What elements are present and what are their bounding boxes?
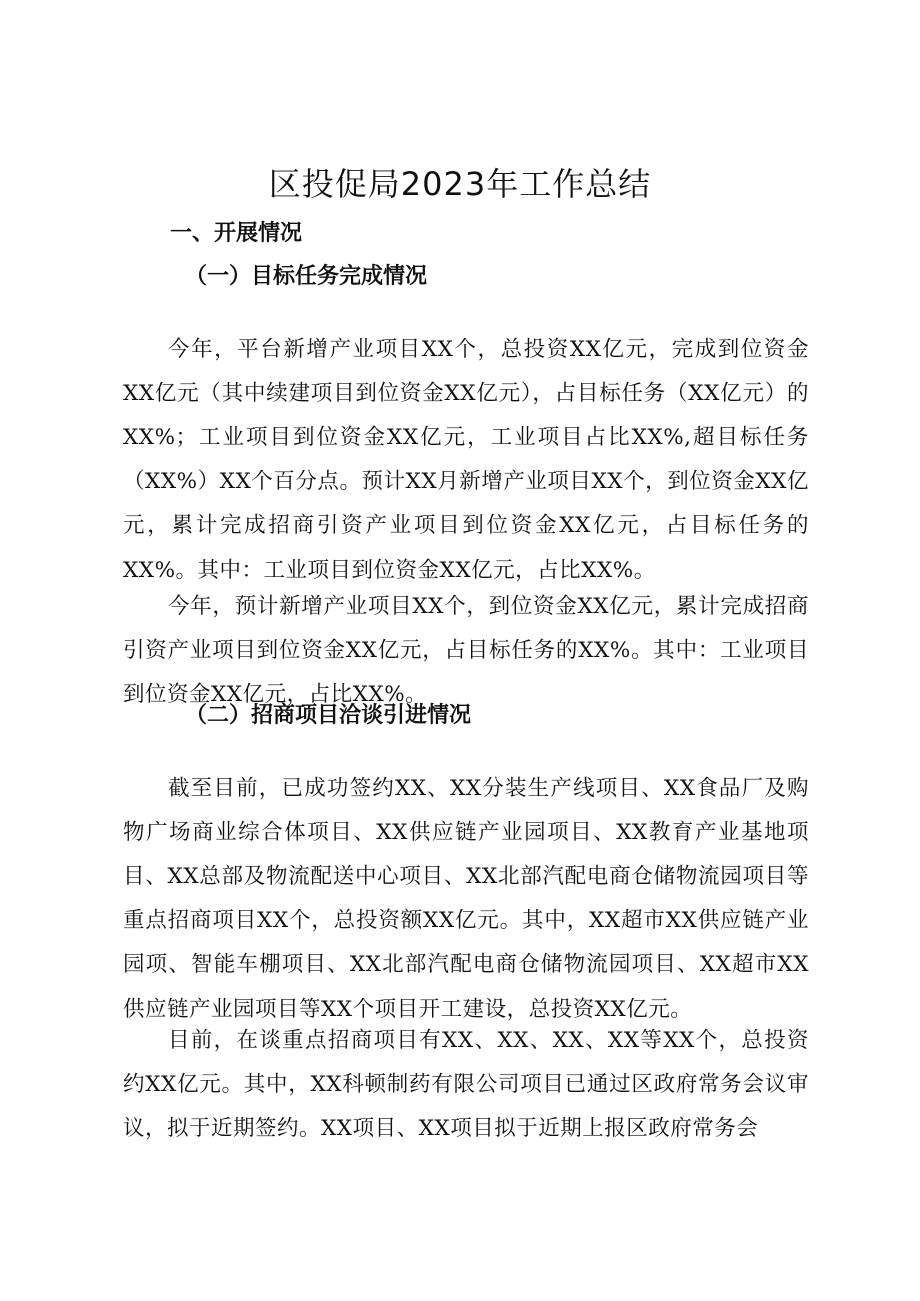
subsection-heading-project-negotiation: （二）招商项目洽谈引进情况 [185, 703, 472, 728]
paragraph-project-negotiation-2: 目前，在谈重点招商项目有XX、XX、XX、XX等XX个，总投资约XX亿元。其中，XX科顿制药有限公司项目已通过区政府常务会议审议，拟于近期签约。XX项目、XX项目拟于近期上报区政府常务会 [123, 1027, 809, 1141]
paragraph-project-negotiation-1: 截至目前，已成功签约XX、XX分装生产线项目、XX食品厂及购物广场商业综合体项目、XX供应链产业园项目、XX教育产业基地项目、XX总部及物流配送中心项目、XX北部汽配电商仓储物流园项目等重点招商项目XX个，总投资额XX亿元。其中，XX超市XX供应链产业园项、智能车棚项目、XX北部汽配电商仓储物流园项目、XX超市XX供应链产业园项目等XX个项目开工建设，总投资XX亿元。 [123, 775, 809, 1022]
subsection-heading-target-completion: （一）目标任务完成情况 [185, 264, 428, 289]
document-title: 区投促局2023年工作总结 [268, 165, 652, 203]
paragraph-target-completion-1: 今年，平台新增产业项目XX个，总投资XX亿元，完成到位资金XX亿元（其中续建项目到位资金XX亿元），占目标任务（XX亿元）的XX%；工业项目到位资金XX亿元，工业项目占比XX%,超目标任务（XX%）XX个百分点。预计XX月新增产业项目XX个，到位资金XX亿元，累计完成招商引资产业项目到位资金XX亿元，占目标任务的XX%。其中：工业项目到位资金XX亿元，占比XX%。 [123, 336, 809, 583]
paragraph-target-completion-2: 今年，预计新增产业项目XX个，到位资金XX亿元，累计完成招商引资产业项目到位资金XX亿元，占目标任务的XX%。其中：工业项目到位资金XX亿元，占比XX%。 [123, 593, 809, 707]
section-heading-overview: 一、开展情况 [170, 221, 303, 246]
